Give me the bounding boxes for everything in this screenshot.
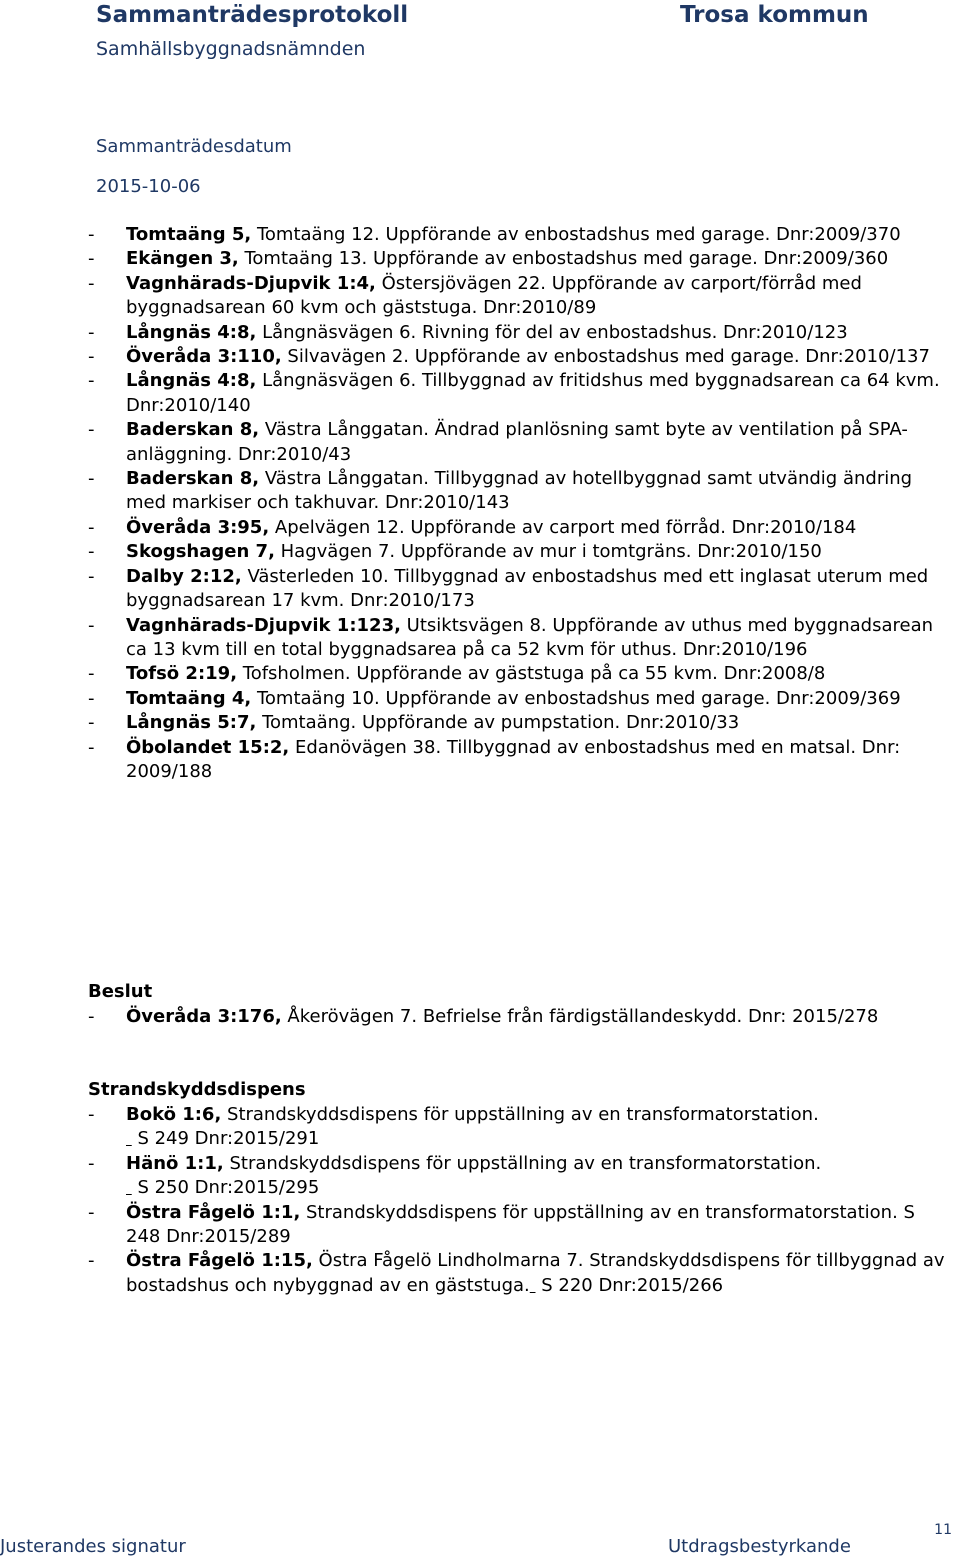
list-item [88,321,948,345]
list-item [88,1005,948,1029]
case-text: Långnäsvägen 6. Rivning för del av enbostadshus. Dnr:2010/123 [256,321,848,343]
committee-name: Samhällsbyggnadsnämnden [96,38,366,60]
property-name: Tomtaäng 5, [126,224,252,245]
case-list [88,223,948,784]
case-text: Edanövägen 38. Tillbyggnad av enbostadshus med en matsal. Dnr: 2009/188 [126,736,901,782]
dash-marker: - [88,1201,95,1223]
case-text: Östersjövägen 22. Uppförande av carport/förråd med byggnadsarean 60 kvm och gäststuga. Dnr:2010/89 [126,272,862,319]
property-name: Överåda 3:110, [126,346,282,368]
property-name: Tomtaäng 4, [126,687,252,709]
case-text: Tomtaäng 13. Uppförande av enbostadshus med garage. Dnr:2009/360 [238,248,889,270]
list-item [88,662,948,686]
list-item [88,565,948,614]
case-text: Hagvägen 7. Uppförande av mur i tomtgräns. Dnr:2010/150 [274,541,822,563]
dash-marker: - [88,565,95,587]
list-item [88,247,948,271]
case-text: Västra Långgatan. Ändrad planlösning samt byte av ventilation på SPA-anläggning. Dnr:2010/43 [126,419,908,465]
dash-marker: - [88,516,95,538]
list-item [88,369,948,418]
case-text: Långnäsvägen 6. Tillbyggnad av fritidshus med byggnadsarean ca 64 kvm. Dnr:2010/140 [126,370,940,416]
dash-marker: - [88,419,95,441]
list-item [88,467,948,516]
meeting-date-label: Sammanträdesdatum [96,136,292,157]
property-name: Långnäs 5:7, [126,712,257,734]
property-name: Överåda 3:176, [126,1006,282,1027]
strandskydd-heading: Strandskyddsdispens [88,1079,306,1100]
property-name: Öbolandet 15:2, [126,736,290,758]
property-name: Långnäs 4:8, [126,370,257,392]
list-item [88,1103,948,1152]
beslut-heading: Beslut [88,981,153,1002]
dash-marker: - [88,614,95,636]
property-name: Baderskan 8, [126,468,260,490]
extract-label: Utdragsbestyrkande [668,1536,851,1557]
property-name: Långnäs 4:8, [126,321,257,343]
property-name: Östra Fågelö 1:1, [126,1201,301,1223]
case-text: Utsiktsvägen 8. Uppförande av uthus med byggnadsarean ca 13 kvm till en total byggnadsarea på ca 52 kvm för uthus. Dnr:2010/196 [126,614,934,660]
list-item [88,1201,948,1250]
property-name: Överåda 3:95, [126,516,270,538]
dash-marker: - [88,736,95,758]
property-name: Dalby 2:12, [126,565,242,587]
list-item [88,540,948,564]
case-text: Västra Långgatan. Tillbyggnad av hotellbyggnad samt utvändig ändring med markiser och takhuvar. Dnr:2010/143 [126,468,913,514]
property-name: Skogshagen 7, [126,541,275,563]
list-item [88,223,948,247]
dash-marker: - [88,346,95,368]
dash-marker: - [88,468,95,490]
municipality-name: Trosa kommun [680,2,869,28]
case-text: Strandskyddsdispens för uppställning av en transformatorstation. [221,1104,819,1125]
case-text: Strandskyddsdispens för uppställning av en transformatorstation. S 248 Dnr:2015/289 [126,1201,915,1248]
dash-marker: - [88,272,95,294]
dash-marker: - [88,370,95,392]
list-item [88,736,948,785]
case-text: Silvavägen 2. Uppförande av enbostadshus med garage. Dnr:2010/137 [281,346,930,368]
property-name: Tofsö 2:19, [126,663,238,685]
list-item [88,687,948,711]
dash-marker: - [88,248,95,270]
property-name: Hänö 1:1, [126,1152,224,1174]
property-name: Vagnhärads-Djupvik 1:4, [126,272,376,294]
dash-marker: - [88,224,95,245]
case-text: Östra Fågelö Lindholmarna 7. Strandskyddsdispens för tillbyggnad av bostadshus och nybyggnad av en gäststuga. [126,1250,945,1296]
list-item [88,1249,948,1298]
case-reference: S 249 Dnr:2015/291 [131,1128,320,1150]
list-item [88,418,948,467]
meeting-date: 2015-10-06 [96,176,201,197]
list-item [88,711,948,735]
dash-marker: - [88,1152,95,1174]
case-text: Tomtaäng 10. Uppförande av enbostadshus med garage. Dnr:2009/369 [251,687,901,709]
dash-marker: - [88,1006,95,1027]
list-item [88,345,948,369]
signature-label: Justerandes signatur [0,1536,186,1557]
dash-marker: - [88,541,95,563]
list-item [88,272,948,321]
case-text: Västerleden 10. Tillbyggnad av enbostadshus med ett inglasat uterum med byggnadsarean 17 kvm. Dnr:2010/173 [126,565,929,612]
strandskydd-list [88,1103,948,1298]
case-reference: S 250 Dnr:2015/295 [131,1177,320,1199]
dash-marker: - [88,663,95,685]
dash-marker: - [88,321,95,343]
page-number: 11 [934,1522,952,1538]
list-item [88,516,948,540]
case-text: Apelvägen 12. Uppförande av carport med förråd. Dnr:2010/184 [269,516,857,538]
case-reference: S 220 Dnr:2015/266 [535,1274,724,1296]
list-item [88,1152,948,1201]
dash-marker: - [88,687,95,709]
document-title: Sammanträdesprotokoll [96,2,409,28]
property-name: Östra Fågelö 1:15, [126,1250,313,1272]
list-item [88,614,948,663]
dash-marker: - [88,1104,95,1125]
case-text: Tomtaäng. Uppförande av pumpstation. Dnr:2010/33 [256,712,740,734]
beslut-list [88,1005,948,1029]
case-text: Tomtaäng 12. Uppförande av enbostadshus med garage. Dnr:2009/370 [251,224,901,245]
case-text: Åkerövägen 7. Befrielse från färdigställandeskydd. Dnr: 2015/278 [281,1006,879,1027]
property-name: Baderskan 8, [126,419,260,441]
case-text: Strandskyddsdispens för uppställning av en transformatorstation. [223,1152,822,1174]
property-name: Ekängen 3, [126,248,239,270]
dash-marker: - [88,1250,95,1272]
property-name: Bokö 1:6, [126,1104,222,1125]
property-name: Vagnhärads-Djupvik 1:123, [126,614,401,636]
case-text: Tofsholmen. Uppförande av gäststuga på ca 55 kvm. Dnr:2008/8 [237,663,826,685]
dash-marker: - [88,712,95,734]
